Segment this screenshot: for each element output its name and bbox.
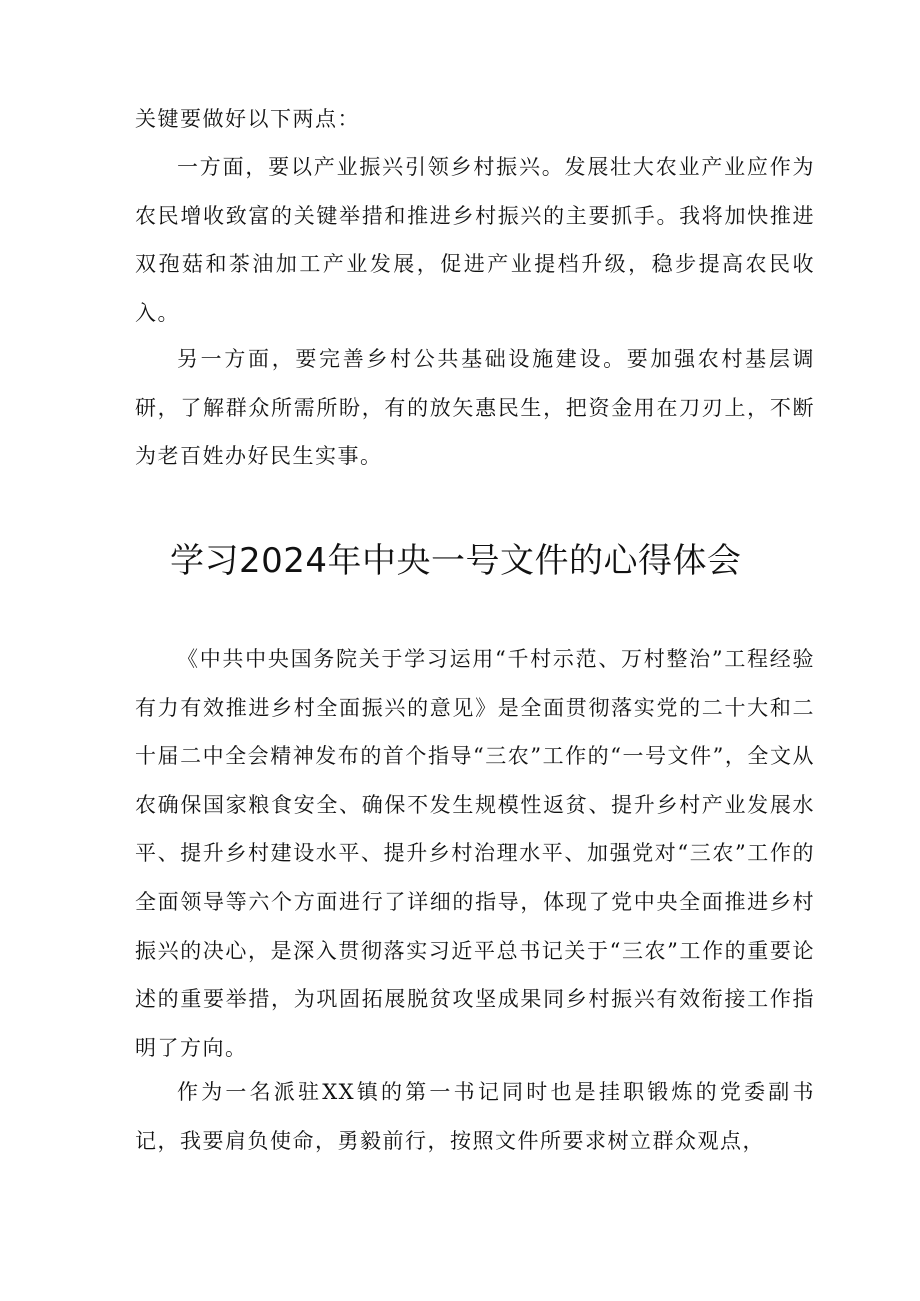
paragraph-first-secretary: 作为一名派驻XX镇的第一书记同时也是挂职锻炼的党委副书记，我要肩负使命，勇毅前行，按照文件所要求树立群众观点，: [135, 1080, 815, 1153]
paragraph-continuation: 关键要做好以下两点：: [135, 107, 360, 131]
paragraph-document-summary: 《中共中央国务院关于学习运用“千村示范、万村整治”工程经验有力有效推进乡村全面振兴的意见》是全面贯彻落实党的二十大和二十届二中全会精神发布的首个指导“三农”工作的“一号文件”，全文从农确保国家粮食安全、确保不发生规模性返贫、提升乡村产业发展水平、提升乡村建设水平、提升乡村治理水平、加强党对“三农”工作的全面领导等六个方面进行了详细的指导，体现了党中央全面推进乡村振兴的决心，是深入贯彻落实习近平总书记关于“三农”工作的重要论述的重要举措，为巩固拓展脱贫攻坚成果同乡村振兴有效衔接工作指明了方向。: [135, 647, 815, 1060]
paragraph-industry-revitalization: 一方面，要以产业振兴引领乡村振兴。发展壮大农业产业应作为农民增收致富的关键举措和推进乡村振兴的主要抓手。我将加快推进双孢菇和茶油加工产业发展，促进产业提档升级，稳步提高农民收入。: [135, 155, 815, 325]
paragraph-infrastructure: 另一方面，要完善乡村公共基础设施建设。要加强农村基层调研，了解群众所需所盼，有的放矢惠民生，把资金用在刀刃上，不断为老百姓办好民生实事。: [135, 347, 815, 469]
article-title: 学习2024年中央一号文件的心得体会: [170, 541, 742, 581]
